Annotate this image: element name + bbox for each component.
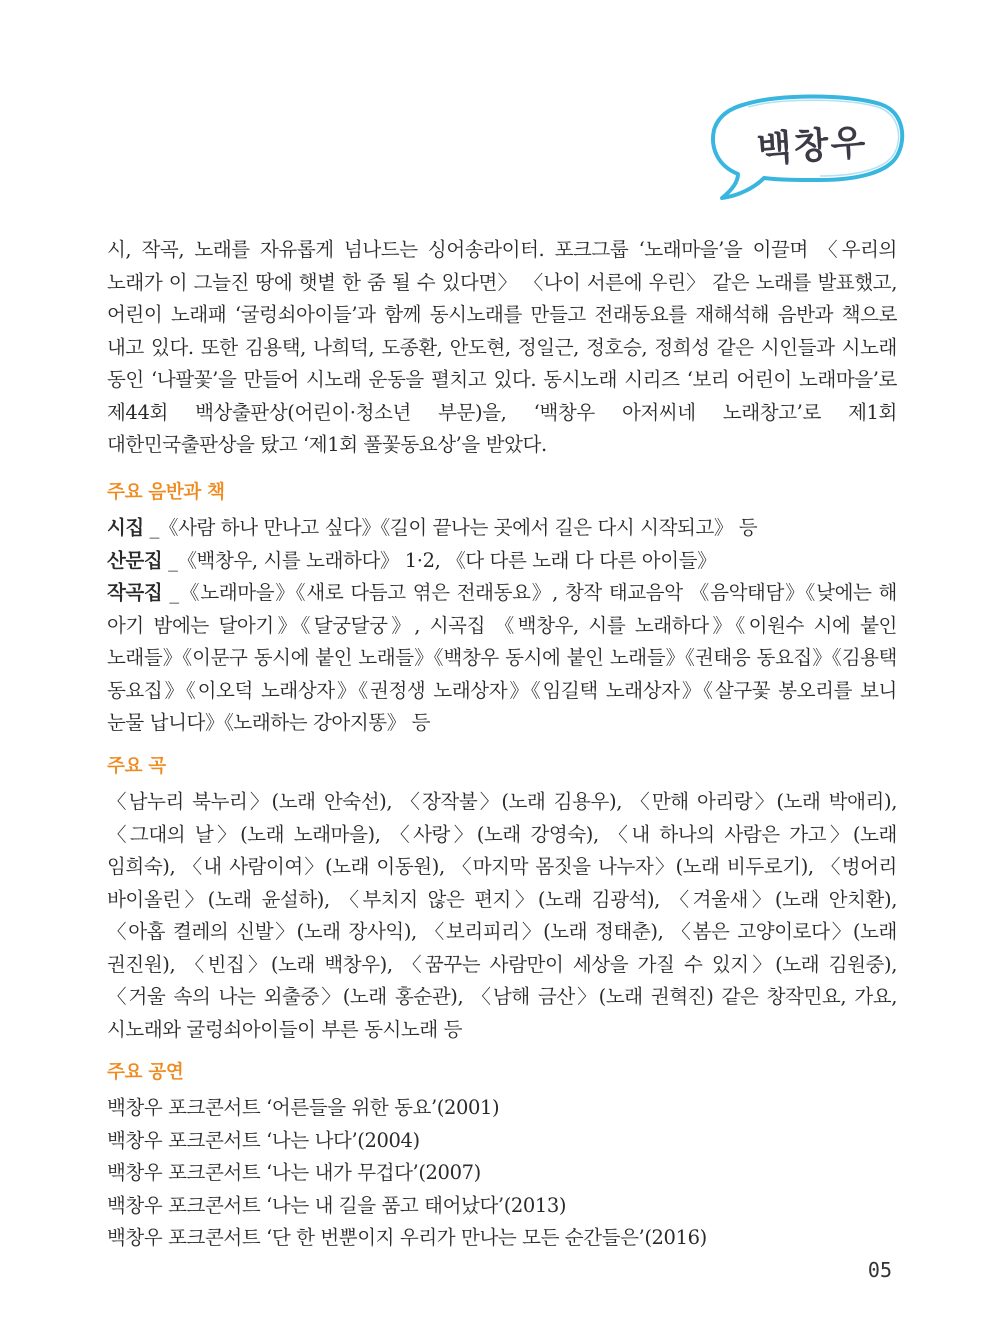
prose-label: 산문집 [107,548,163,572]
composition-entry [107,577,897,740]
concerts-section [107,1058,897,1255]
composition-text: _《노래마을》《새로 다듬고 엮은 전래동요》, 창작 태교음악 《음악태담》《낮에는 해 아기 밤에는 달아기》《달궁달궁》, 시곡집 《백창우, 시를 노래하다》《이원수 시에 붙인 노래들》《이문구 동시에 붙인 노래들》《백창우 동시에 붙인 노래들》《권태응 동요집》《김용택 동요집》《이오덕 노래상자》《권정생 노래상자》《임길택 노래상자》《살구꽃 봉오리를 보니 눈물 납니다》《노래하는 강아지똥》 등 [107,581,897,734]
concert-item: 백창우 포크콘서트 ‘나는 나다’(2004) [107,1128,420,1152]
author-bio [107,234,897,462]
page-number: 05 [867,1258,892,1282]
poetry-label: 시집 [107,516,144,539]
prose-entry [107,545,897,578]
songs-paragraph: 〈남누리 북누리〉(노래 안숙선), 〈장작불〉(노래 김용우), 〈만해 아리랑〉(노래 박애리), 〈그대의 날〉(노래 노래마을), 〈사랑〉(노래 강영숙), 〈내 하나의 사람은 가고〉(노래 임희숙), 〈내 사람이여〉(노래 이동원), 〈마지막 몸짓을 나누자〉(노래 비두로기), 〈벙어리 바이올린〉(노래 윤설하), 〈부치지 않은 편지〉(노래 김광석), 〈겨울새〉(노래 안치환), 〈아홉 켤레의 신발〉(노래 장사익), 〈보리피리〉(노래 정태춘), 〈봄은 고양이로다〉(노래 권진원), 〈빈집〉(노래 백창우), 〈꿈꾸는 사람만이 세상을 가질 수 있지〉(노래 김원중), 〈거울 속의 나는 외출중〉(노래 홍순관), 〈남해 금산〉(노래 권혁진) 같은 창작민요, 가요, 시노래와 굴렁쇠아이들이 부른 동시노래 등 [107,790,897,1041]
albums-books-title: 주요 음반과 책 [107,482,225,503]
prose-text: _《백창우, 시를 노래하다》 1·2, 《다 다른 노래 다 다른 아이들》 [162,548,717,572]
songs-title: 주요 곡 [107,756,166,777]
poetry-entry [107,512,897,545]
concert-item: 백창우 포크콘서트 ‘어른들을 위한 동요’(2001) [107,1096,500,1119]
concert-item: 백창우 포크콘서트 ‘나는 내 길을 품고 태어났다’(2013) [107,1193,567,1217]
songs-section [107,752,897,1046]
composition-label: 작곡집 [107,581,163,604]
bio-paragraph: 시, 작곡, 노래를 자유롭게 넘나드는 싱어송라이터. 포크그룹 ‘노래마을’을 이끌며 〈우리의 노래가 이 그늘진 땅에 햇볕 한 줌 될 수 있다면〉 〈나이 서른에 우린〉 같은 노래를 발표했고, 어린이 노래패 ‘굴렁쇠아이들’과 함께 동시노래를 만들고 전래동요를 재해석해 음반과 책으로 내고 있다. 또한 김용택, 나희덕, 도종환, 안도현, 정일근, 정호승, 정희성 같은 시인들과 시노래 동인 ‘나팔꽃’을 만들어 시노래 운동을 펼치고 있다. 동시노래 시리즈 ‘보리 어린이 노래마을’로 제44회 백상출판상(어린이·청소년 부문)을, ‘백창우 아저씨네 노래창고’로 제1회 대한민국출판상을 탔고 ‘제1회 풀꽃동요상’을 받았다. [107,238,897,456]
concert-item: 백창우 포크콘서트 ‘단 한 번뿐이지 우리가 만나는 모든 순간들은’(2016) [107,1226,707,1249]
author-name: 백창우 [755,122,869,171]
albums-books-section [107,478,897,740]
concerts-title: 주요 공연 [107,1062,184,1083]
author-name-speech-bubble [708,92,908,204]
concert-item: 백창우 포크콘서트 ‘나는 내가 무겁다’(2007) [107,1161,481,1184]
poetry-text: _《사람 하나 만나고 싶다》《길이 끝나는 곳에서 길은 다시 시작되고》 등 [143,516,758,539]
